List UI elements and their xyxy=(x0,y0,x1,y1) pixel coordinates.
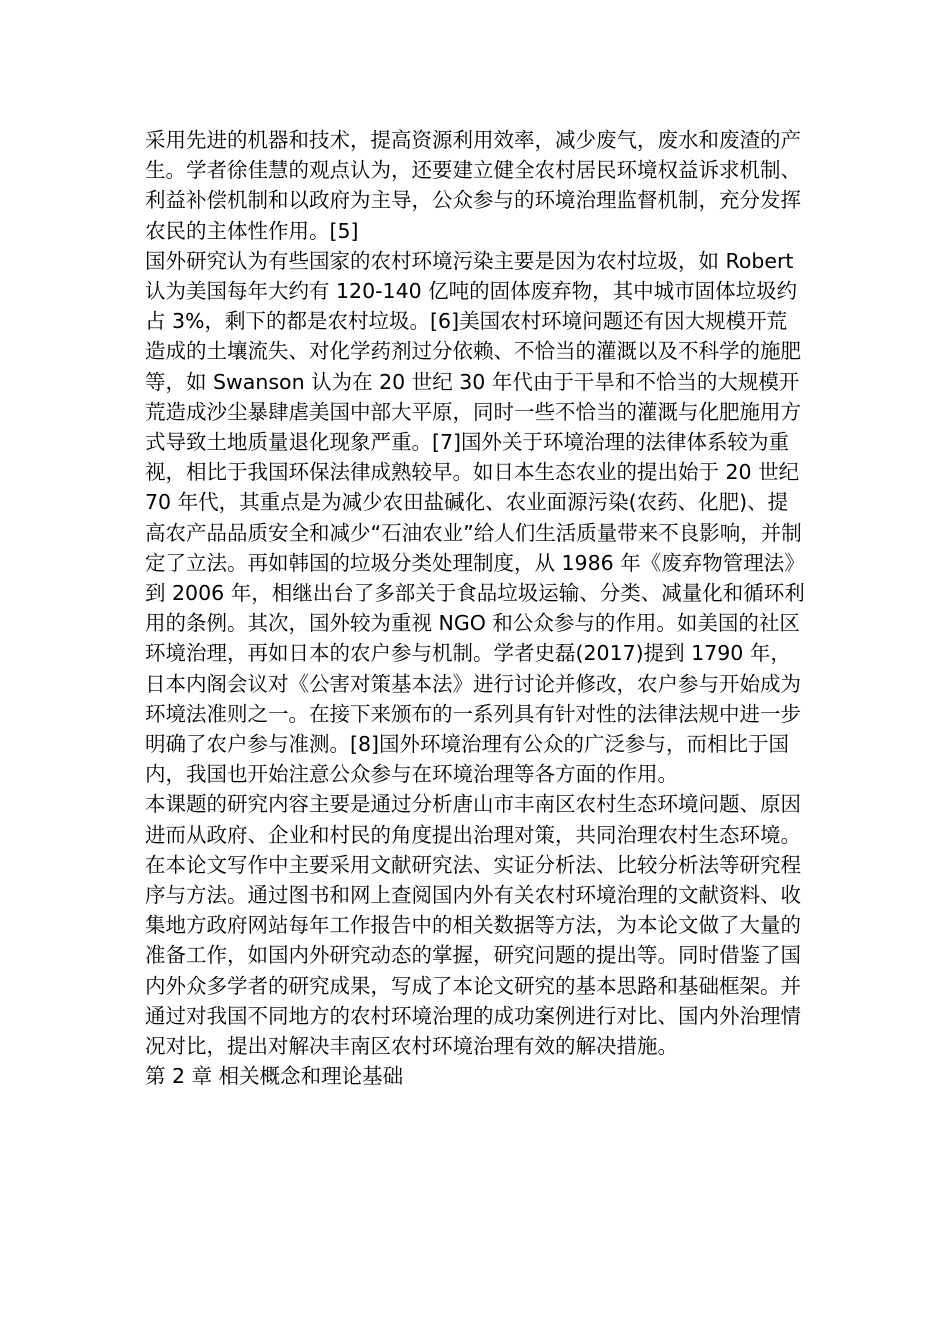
paragraph-domestic-research-conclusion: 采用先进的机器和技术，提高资源利用效率，减少废气，废水和废渣的产生。学者徐佳慧的观点认为，还要建立健全农村居民环境权益诉求机制、利益补偿机制和以政府为主导，公众参与的环境治理监督机制，充分发挥农民的主体性作用。[5] xyxy=(145,128,801,243)
document-body xyxy=(145,125,805,1092)
paragraph-research-content: 本课题的研究内容主要是通过分析唐山市丰南区农村生态环境问题、原因进而从政府、企业和村民的角度提出治理对策，共同治理农村生态环境。 xyxy=(145,792,801,847)
chapter-heading: 第 2 章 相关概念和理论基础 xyxy=(145,1064,404,1089)
paragraph-research-methods: 在本论文写作中主要采用文献研究法、实证分析法、比较分析法等研究程序与方法。通过图书和网上查阅国内外有关农村环境治理的文献资料、收集地方政府网站每年工作报告中的相关数据等方法，为本论文做了大量的准备工作，如国内外研究动态的掌握，研究问题的提出等。同时借鉴了国内外众多学者的研究成果，写成了本论文研究的基本思路和基础框架。并通过对我国不同地方的农村环境治理的成功案例进行对比、国内外治理情况对比，提出对解决丰南区农村环境治理有效的解决措施。 xyxy=(145,852,801,1059)
paragraph-foreign-research: 国外研究认为有些国家的农村环境污染主要是因为农村垃圾，如 Robert 认为美国每年大约有 120-140 亿吨的固体废弃物，其中城市固体垃圾约占 3%，剩下的都是农村垃圾。[6]美国农村环境问题还有因大规模开荒造成的土壤流失、对化学药剂过分依赖、不恰当的灌溉以及不科学的施肥等，如 Swanson 认为在 20 世纪 30 年代由于干旱和不恰当的大规模开荒造成沙尘暴肆虐美国中部大平原，同时一些不恰当的灌溉与化肥施用方式导致土地质量退化现象严重。[7]国外关于环境治理的法律体系较为重视，相比于我国环保法律成熟较早。如日本生态农业的提出始于 20 世纪 70 年代，其重点是为减少农田盐碱化、农业面源污染(农药、化肥)、提高农产品品质安全和减少“石油农业”给人们生活质量带来不良影响，并制定了立法。再如韩国的垃圾分类处理制度，从 1986 年《废弃物管理法》到 2006 年，相继出台了多部关于食品垃圾运输、分类、减量化和循环利用的条例。其次，国外较为重视 NGO 和公众参与的作用。如美国的社区环境治理，再如日本的农户参与机制。学者史磊(2017)提到 1790 年，日本内阁会议对《公害对策基本法》进行讨论并修改，农户参与开始成为环境法准则之一。在接下来颁布的一系列具有针对性的法律法规中进一步明确了农户参与准测。[8]国外环境治理有公众的广泛参与，而相比于国内，我国也开始注意公众参与在环境治理等各方面的作用。 xyxy=(145,248,805,787)
